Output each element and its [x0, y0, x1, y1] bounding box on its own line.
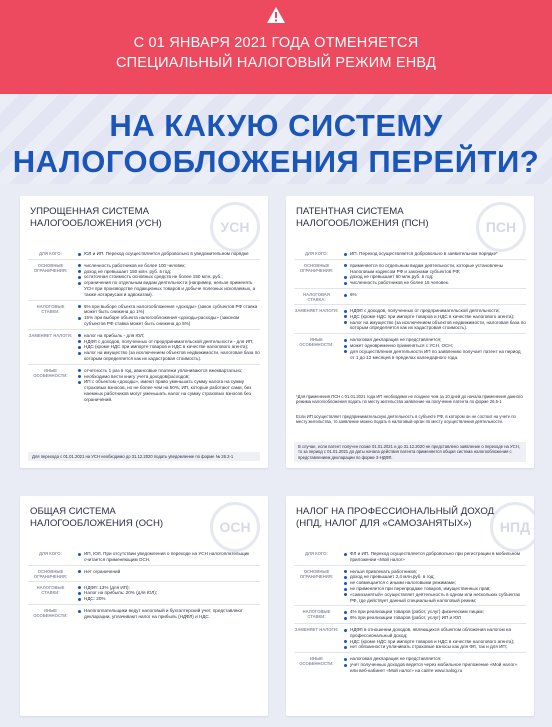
row-label: НАЛОГОВЫЕ СТАВКИ: — [302, 609, 331, 620]
card-rows — [294, 248, 526, 362]
row-item: 6% — [342, 292, 526, 298]
info-row — [28, 604, 260, 622]
row-item: НДФЛ с доходов, полученных от предпринимательской деятельности - для ИП; — [76, 339, 260, 345]
row-values — [76, 608, 260, 620]
osn-badge: ОСН — [210, 502, 260, 552]
row-label: ДЛЯ КОГО: — [305, 251, 328, 256]
row-item: может одновременно применяться с УСН, ОСН; — [342, 343, 526, 349]
info-row — [294, 248, 526, 259]
row-label: ДЛЯ КОГО: — [305, 551, 328, 556]
card-title — [30, 206, 162, 230]
info-row — [28, 248, 260, 259]
psn-badge: ПСН — [476, 202, 526, 252]
row-item: налог на прибыль - для ЮЛ; — [76, 333, 260, 339]
card-rows — [294, 548, 526, 676]
card-rows — [28, 548, 260, 622]
row-item: ИП с объектом «доходы», имеют право уменьшать сумму налога на сумму страховых взносов, но не более чем на 50%; ИП, которые работают сами, без наемных работников могут уменьшать налог на сумму страховых взносов без ограничений. — [76, 379, 260, 402]
row-item: численность работников не более 15 человек. — [342, 280, 526, 286]
row-item: необходимо вести книгу учета доходов/расходов; — [76, 374, 260, 380]
row-item: налог на имущество (за исключением объектов недвижимости, налоговая база по которым определяется как их кадастровая стоимость). — [342, 320, 526, 332]
osn-card — [20, 496, 268, 716]
row-values — [76, 368, 260, 403]
row-item: 6% при реализации товаров (работ, услуг) ИП и ЮЛ — [342, 615, 526, 621]
row-item: 6% при выборе объекта налогообложения «доходы» (закон субъектов РФ ставка может быть снижена до 1%) — [76, 304, 260, 316]
info-row — [28, 581, 260, 604]
info-row — [28, 364, 260, 405]
usn-card — [20, 196, 268, 468]
row-item: Налогоплательщики ведут налоговый и бухгалтерский учет, представляют декларации, уплачивают налог на прибыль (НДФЛ) и НДС. — [76, 608, 260, 620]
row-values — [342, 263, 526, 286]
row-label: ИНЫЕ ОСОБЕННОСТИ: — [299, 656, 334, 667]
row-values — [76, 304, 260, 327]
row-item: «самозанятый» осуществляет деятельность в одном или нескольких субъектах РФ, где действует данный специальный налоговый режим; — [342, 592, 526, 604]
row-item: применяется по отдельным видам деятельности, которые установлены Налоговым кодексом РФ и законами субъектов РФ; — [342, 263, 526, 275]
info-row — [294, 623, 526, 652]
row-item: доход не превышает 150 млн. руб. в год; — [76, 269, 260, 275]
row-label: ИНЫЕ ОСОБЕННОСТИ: — [299, 337, 334, 348]
info-row — [294, 333, 526, 362]
row-label: ЗАМЕНЯЕТ НАЛОГИ: — [294, 307, 339, 313]
row-item: НДФЛ с доходов, полученных от предпринимательской деятельности; — [342, 308, 526, 314]
usn-badge: УСН — [210, 202, 260, 252]
card-title — [296, 206, 429, 230]
row-item: НДФЛ в отношении доходов, являющихся объектом обложения налогом на профессиональный доход; — [342, 627, 526, 639]
info-row — [294, 548, 526, 565]
banner-line-2: СПЕЦИАЛЬНЫЙ НАЛОГОВЫЙ РЕЖИМ ЕНВД — [116, 55, 436, 71]
headline-line-1: НА КАКУЮ СИСТЕМУ — [109, 108, 443, 143]
row-item: Налог на прибыль: 20% (для ЮЛ); — [76, 590, 260, 596]
headline-line-2: НАЛОГООБЛОЖЕНИЯ ПЕРЕЙТИ? — [12, 144, 540, 179]
npd-badge: НПД — [490, 502, 534, 552]
row-label: ОСНОВНЫЕ ОГРАНИЧЕНИЯ: — [33, 262, 68, 273]
row-values — [342, 292, 526, 302]
row-label: ОСНОВНЫЕ ОГРАНИЧЕНИЯ: — [299, 262, 334, 273]
banner-line-1: С 01 ЯНВАРЯ 2021 ГОДА ОТМЕНЯЕТСЯ — [133, 35, 419, 51]
psn-card — [286, 196, 534, 468]
row-item: остаточная стоимость основных средств не более 150 млн. руб.; — [76, 274, 260, 280]
row-values — [76, 263, 260, 298]
row-item: отчетность 1 раз в год, авансовые платежи уплачиваются ежеквартально; — [76, 368, 260, 374]
info-row — [294, 304, 526, 333]
row-label: ЗАМЕНЯЕТ НАЛОГИ: — [28, 332, 73, 338]
card-title — [296, 506, 494, 530]
row-item: ограничения по отдельным видам деятельности (например, нельзя применять УСН при производстве подакцизных товаров и добыче полезных ископаемых, а также нотариусам и адвокатам). — [76, 280, 260, 297]
row-item: ЮЛ и ИП. Переход осуществляется добровольно в уведомительном порядке — [76, 251, 260, 257]
card-title-line-1: УПРОЩЕННАЯ СИСТЕМА — [30, 206, 149, 217]
row-label: ДЛЯ КОГО: — [39, 551, 62, 556]
info-row — [28, 548, 260, 565]
info-row — [28, 300, 260, 329]
row-item: налоговая декларация не представляется; — [342, 337, 526, 343]
row-item: НДС (кроме НДС при импорте товаров и НДС в качестве налогового агента); — [342, 314, 526, 320]
row-item: для осуществления деятельности ИП по заявлению получает патент на период от 1 до 12 месяцев в пределах календарного года. — [342, 349, 526, 361]
row-label: ИНЫЕ ОСОБЕННОСТИ: — [33, 367, 68, 378]
row-item: численность работников не более 100 человек; — [76, 263, 260, 269]
row-item: доход не превышает 60 млн.руб. в год; — [342, 274, 526, 280]
card-title-line-2: НАЛОГООБЛОЖЕНИЯ (ОСН) — [30, 518, 164, 529]
row-label: НАЛОГОВЫЕ СТАВКИ: — [36, 303, 65, 314]
row-values — [342, 609, 526, 621]
row-item: налог на имущество (за исключением объектов недвижимости, налоговая база по которым определяется как их кадастровая стоимость). — [76, 350, 260, 362]
row-values — [342, 251, 526, 257]
row-item: нельзя привлекать работников; — [342, 569, 526, 575]
card-title — [30, 506, 163, 530]
card-note: Для перехода с 01.01.2021 на УСН необходимо до 31.12.2020 подать уведомление по форме № 26.2-1 — [28, 452, 260, 461]
row-item: НДС (кроме НДС при импорте товаров и НДС в качестве налогового агента); — [342, 639, 526, 645]
row-item: НДС: 20% — [76, 596, 260, 602]
row-item: НДС (кроме НДС при импорте товаров и НДС в качестве налогового агента); — [76, 344, 260, 350]
row-values — [342, 627, 526, 650]
info-row — [28, 565, 260, 581]
info-row — [28, 329, 260, 364]
info-row — [294, 652, 526, 675]
row-item: ИП. Переход осуществляется добровольно в заявительном порядке* — [342, 251, 526, 257]
row-values — [76, 251, 260, 257]
card-title-line-2: НАЛОГООБЛОЖЕНИЯ (ПСН) — [296, 218, 429, 229]
card-rows — [28, 248, 260, 405]
row-values — [342, 308, 526, 331]
row-label: ОСНОВНЫЕ ОГРАНИЧЕНИЯ: — [33, 568, 68, 579]
row-item: нет обязанности уплачивать страховые взносы как для ФЛ, так и для ИП; — [342, 644, 526, 650]
row-item: 4% при реализации товаров (работ, услуг) физическим лицам; — [342, 609, 526, 615]
row-item: налоговая декларация не представляется; — [342, 656, 526, 662]
row-values — [76, 585, 260, 602]
info-row — [294, 605, 526, 623]
warning-icon — [266, 6, 286, 24]
row-label: ОСНОВНЫЕ ОГРАНИЧЕНИЯ: — [299, 568, 334, 579]
row-label: ИНЫЕ ОСОБЕННОСТИ: — [33, 607, 68, 618]
info-row — [294, 288, 526, 304]
row-item: доход не превышает 2,4 млн.руб. в год; — [342, 574, 526, 580]
info-row — [28, 259, 260, 300]
card-title-line-1: ПАТЕНТНАЯ СИСТЕМА — [296, 206, 404, 217]
card-title-line-2: НАЛОГООБЛОЖЕНИЯ (УСН) — [30, 218, 162, 229]
row-values — [342, 337, 526, 360]
row-label: НАЛОГОВЫЕ СТАВКИ: — [36, 584, 65, 595]
card-title-line-2: (НПД, НАЛОГ ДЛЯ «САМОЗАНЯТЫХ») — [296, 518, 472, 529]
row-values — [76, 551, 260, 563]
info-row — [294, 565, 526, 606]
row-item: НДФЛ: 13% (для ИП); — [76, 585, 260, 591]
info-row — [294, 259, 526, 288]
row-values — [342, 551, 526, 563]
card-title-line-1: ОБЩАЯ СИСТЕМА — [30, 506, 116, 517]
row-item: не совмещается с иными налоговыми режимами; — [342, 580, 526, 586]
row-values — [76, 333, 260, 362]
row-item: ИП, ЮЛ. При отсутствии уведомления о переходе на УСН налогоплательщик считается применяющим ОСН. — [76, 551, 260, 563]
row-item: Нет ограничений — [76, 569, 260, 575]
row-item: 15% при выборе объекта налогообложения «доходы-расходы» (законом субъектов РФ ставка может быть снижена до 5%) — [76, 315, 260, 327]
row-values — [76, 569, 260, 579]
row-item: ФЛ и ИП. Переход осуществляется добровольно при регистрации в мобильном приложении «Мой налог» — [342, 551, 526, 563]
banner — [0, 0, 552, 94]
row-label: ЗАМЕНЯЕТ НАЛОГИ: — [294, 626, 339, 632]
card-footnote-1: *Для применения ПСН с 01.01.2021 года ИП необходимо не позднее чем за 10 дней до начала применения данного режима налогообложения подать по месту жительства заявление на получение патента по форме 26.5-1 — [296, 394, 523, 405]
row-values — [342, 656, 526, 673]
card-title-line-1: НАЛОГ НА ПРОФЕССИОНАЛЬНЫЙ ДОХОД — [296, 506, 495, 517]
card-note: В случае, если патент получен позже 01.01.2021 и до 31.12.2020 не представлено заявление о переходе на УСН, то за период с 01.01.2021 до даты начала действия патента применяется общая система налогообложения с представлением декларации по форме 3-НДФЛ. — [294, 442, 526, 462]
row-item: не применяется при перепродаже товаров, имущественных прав; — [342, 586, 526, 592]
npd-card — [286, 496, 534, 716]
row-label: ДЛЯ КОГО: — [39, 251, 62, 256]
card-footnote-2: Если ИП осуществляет предпринимательскую деятельность в субъекте РФ, в котором он не состоит на учете по месту жительства, то заявление можно подать в налоговый орган по месту осуществления деятельности. — [296, 414, 516, 425]
row-item: учет полученных доходов ведется через мобильное приложение «Мой налог» или веб-кабинет «Мой налог» на сайте www.nalog.ru — [342, 662, 526, 674]
row-label: НАЛОГОВАЯ СТАВКА: — [303, 291, 330, 302]
row-values — [342, 569, 526, 604]
